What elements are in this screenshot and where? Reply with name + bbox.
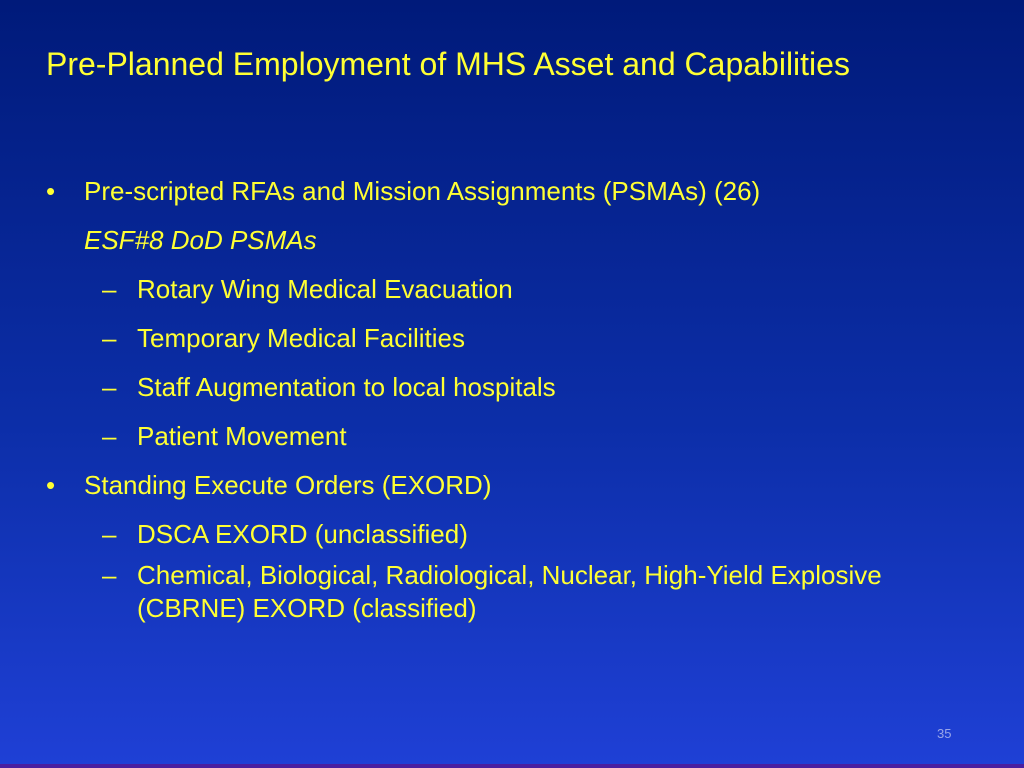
bullet-text: Standing Execute Orders (EXORD) [84,470,492,500]
dash-marker: – [102,372,117,402]
sub-bullet-text: Rotary Wing Medical Evacuation [137,274,513,304]
sub-bullet-text: Patient Movement [137,421,347,451]
subheading-text: ESF#8 DoD PSMAs [84,225,317,255]
bullet-marker: • [46,176,56,206]
dash-marker: – [102,323,117,353]
dash-marker: – [102,421,117,451]
bullet-item [46,168,986,217]
dash-marker: – [102,274,117,304]
bottom-border [0,764,1024,768]
slide-title: Pre-Planned Employment of MHS Asset and Capabilities [46,46,850,82]
sub-bullet-item [46,413,986,462]
sub-bullet-text: Staff Augmentation to local hospitals [137,372,556,402]
bullet-text: Pre-scripted RFAs and Mission Assignments (PSMAs) (26) [84,176,761,206]
bullet-item [46,462,986,511]
sub-bullet-text: Temporary Medical Facilities [137,323,465,353]
page-number: 35 [937,726,952,741]
bullet-subheading [46,217,986,266]
sub-bullet-text: Chemical, Biological, Radiological, Nuclear, High-Yield Explosive (CBRNE) EXORD (classified) [137,560,882,623]
dash-marker: – [102,519,117,549]
dash-marker: – [102,560,117,590]
sub-bullet-item [46,364,986,413]
sub-bullet-item [46,266,986,315]
sub-bullet-item [46,553,897,625]
sub-bullet-text: DSCA EXORD (unclassified) [137,519,468,549]
slide-body [46,168,986,625]
sub-bullet-item [46,511,986,553]
sub-bullet-item [46,315,986,364]
bullet-marker: • [46,470,56,500]
